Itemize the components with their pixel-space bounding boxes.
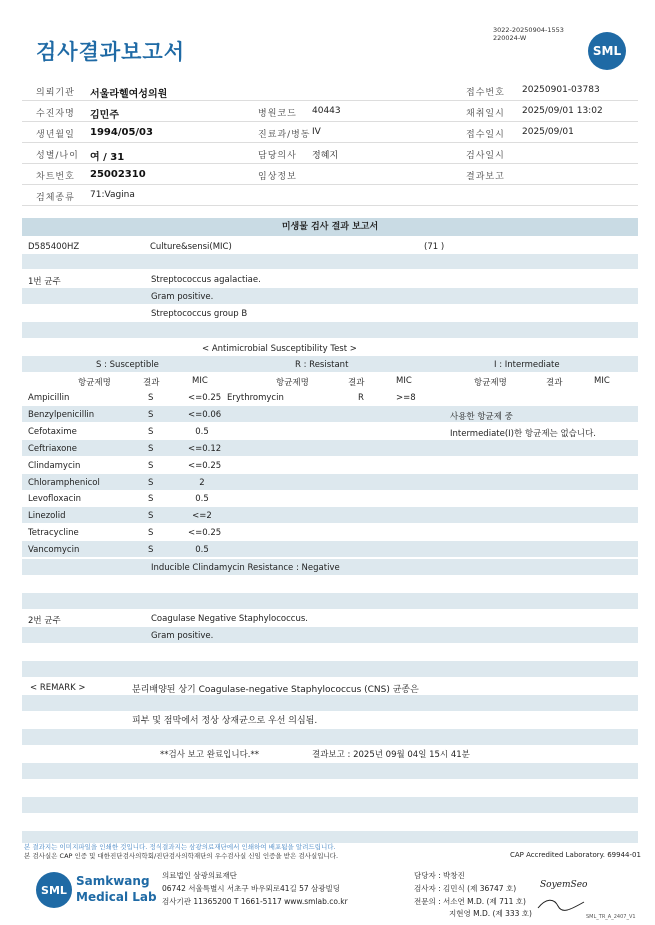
header-row-1: 의뢰기관 서울라헬여성의원 접수번호 20250901-03783	[22, 80, 638, 101]
stripe	[22, 440, 638, 456]
drug-name: Ceftriaxone	[28, 443, 77, 454]
drug-name: Cefotaxime	[28, 426, 77, 437]
header-row-6: 검체종류 71:Vagina	[22, 185, 638, 206]
header-row-2: 수진자명 김민주 병원코드 40443 채취일시 2025/09/01 13:02	[22, 101, 638, 122]
stripe	[22, 507, 638, 523]
legend-intermediate: I : Intermediate	[494, 360, 560, 370]
organism-1-line: Streptococcus group B	[151, 309, 248, 319]
drug-name: Tetracycline	[28, 528, 79, 539]
staff-info: 전문의 : 서소연 M.D. (제 711 호)	[414, 897, 526, 906]
drug-mic: 0.5	[195, 426, 209, 437]
legend-resistant: R : Resistant	[295, 360, 349, 370]
document-title: 검사결과보고서	[36, 40, 186, 64]
report-complete: **검사 보고 완료입니다.**	[160, 750, 260, 760]
drug-name: Chloramphenicol	[28, 477, 100, 488]
cert-notice: 본 검사실은 CAP 인증 및 대한진단검사의학회/진단검사의학재단의 우수검사실 신임 인증을 받은 검사실입니다.	[24, 852, 339, 860]
cap-accreditation: CAP Accredited Laboratory. 69944-01	[510, 851, 641, 859]
drug-name: Clindamycin	[28, 460, 81, 471]
drug-result: S	[148, 460, 154, 471]
remark-text: 분리배양된 상기 Coagulase-negative Staphylococcus (CNS) 균종은	[132, 685, 419, 695]
drug-mic: <=0.12	[188, 443, 222, 454]
drug-name: Levofloxacin	[28, 494, 82, 505]
signature-scribble	[536, 896, 586, 912]
stripe	[22, 254, 638, 269]
col-mic: MIC	[192, 376, 208, 386]
organism-2-label: 2번 균주	[28, 616, 61, 626]
test-name: Culture&sensi(MIC)	[150, 242, 232, 252]
drug-result: S	[148, 528, 154, 539]
form-code: SML_TR_A_2407_V1	[586, 914, 636, 920]
footer-logo-icon: SML	[36, 872, 72, 908]
brand-name: Samkwang	[76, 874, 150, 888]
col-result: 결과	[143, 378, 160, 388]
stripe	[22, 541, 638, 557]
stripe	[22, 627, 638, 643]
drug-mic: <=0.06	[188, 409, 222, 420]
drug-name: Linezolid	[28, 511, 66, 522]
stripe	[22, 406, 638, 422]
legend-susceptible: S : Susceptible	[96, 360, 159, 370]
staff-info: 지현영 M.D. (제 333 호)	[449, 909, 532, 918]
drug-result: S	[148, 477, 154, 488]
brand-name: Medical Lab	[76, 890, 157, 904]
drug-result: S	[148, 409, 154, 420]
stripe	[22, 661, 638, 677]
image-notice: 본 결과지는 이미지파일을 인쇄한 것입니다. 정식결과지는 삼광의료재단에서 인쇄하여 배포됨을 알려드립니다.	[24, 843, 336, 851]
document-number: 3022-20250904-1553 220024-W	[493, 26, 564, 42]
drug-name: Benzylpenicillin	[28, 409, 95, 420]
drug-name: Vancomycin	[28, 545, 80, 556]
report-time: 결과보고 : 2025년 09월 04일 15시 41분	[312, 750, 470, 760]
col-result: 결과	[348, 378, 365, 388]
org-info: 의료법인 삼광의료재단	[162, 871, 237, 880]
signature: SoyemSeo	[540, 880, 588, 890]
stripe	[22, 288, 638, 304]
drug-result: S	[148, 426, 154, 437]
drug-mic: >=8	[396, 393, 416, 403]
col-drug: 항균제명	[276, 378, 309, 388]
stripe	[22, 695, 638, 711]
organism-1-line: Streptococcus agalactiae.	[151, 275, 261, 285]
drug-result: S	[148, 443, 154, 454]
col-drug: 항균제명	[78, 378, 111, 388]
col-mic: MIC	[594, 376, 610, 386]
header-row-4: 성별/나이 여 / 31 담당의사 정혜지 검사일시	[22, 143, 638, 164]
org-info: 검사기관 11365200 T 1661-5117 www.smlab.co.kr	[162, 897, 348, 906]
staff-info: 담당자 : 박창진	[414, 871, 465, 880]
test-number: (71 )	[424, 242, 445, 252]
remark-text: 피부 및 점막에서 정상 상재균으로 우선 의심됨.	[132, 716, 318, 726]
intermediate-note: Intermediate(I)한 항균제는 없습니다.	[450, 429, 596, 439]
stripe	[22, 797, 638, 813]
ast-title: < Antimicrobial Susceptibility Test >	[202, 344, 357, 354]
org-info: 06742 서울특별시 서초구 바우뫼로41길 57 삼광빌딩	[162, 884, 341, 893]
drug-mic: <=0.25	[188, 393, 222, 403]
stripe	[22, 474, 638, 490]
organism-1-label: 1번 균주	[28, 277, 61, 287]
col-mic: MIC	[396, 376, 412, 386]
drug-mic: <=0.25	[188, 460, 222, 471]
drug-mic: 0.5	[195, 494, 209, 505]
remark-label: < REMARK >	[30, 683, 86, 693]
drug-result: S	[148, 494, 154, 505]
drug-name: Erythromycin	[227, 393, 284, 403]
col-drug: 항균제명	[474, 378, 507, 388]
stripe	[22, 593, 638, 609]
header-row-3: 생년월일 1994/05/03 진료과/병동 IV 접수일시 2025/09/01	[22, 122, 638, 143]
drug-mic: <=2	[192, 511, 212, 522]
stripe	[22, 729, 638, 745]
section-title: 미생물 검사 결과 보고서	[22, 218, 638, 236]
stripe	[22, 763, 638, 779]
col-result: 결과	[546, 378, 563, 388]
drug-name: Ampicillin	[28, 393, 70, 403]
drug-mic: <=0.25	[188, 528, 222, 539]
test-code: D585400HZ	[28, 242, 80, 252]
drug-mic: 2	[199, 477, 205, 488]
organism-1-line: Gram positive.	[151, 292, 214, 302]
drug-result: S	[148, 545, 154, 556]
stripe	[22, 322, 638, 338]
icr-result: Inducible Clindamycin Resistance : Negative	[151, 563, 340, 573]
drug-result: S	[148, 511, 154, 522]
organism-2-line: Gram positive.	[151, 631, 214, 641]
drug-mic: 0.5	[195, 545, 209, 556]
drug-result: S	[148, 393, 154, 403]
organism-2-line: Coagulase Negative Staphylococcus.	[151, 614, 308, 624]
intermediate-note: 사용한 항균제 중	[450, 412, 513, 422]
header-row-5: 차트번호 25002310 임상정보 결과보고	[22, 164, 638, 185]
staff-info: 검사자 : 김민식 (제 36747 호)	[414, 884, 517, 893]
drug-result: R	[358, 393, 364, 403]
sml-logo: SML	[588, 32, 626, 70]
